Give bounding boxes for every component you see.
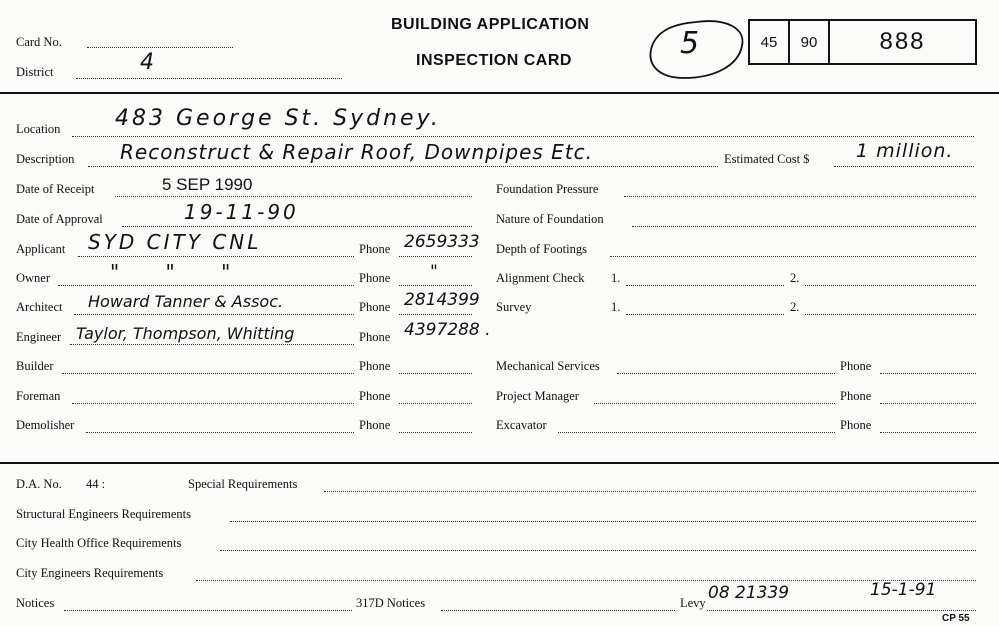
description-line bbox=[88, 166, 718, 167]
demolisher-phone-line bbox=[399, 432, 472, 433]
applicant-phone-value: 2659333 bbox=[404, 232, 480, 252]
mechanical-services-label: Mechanical Services bbox=[496, 359, 600, 373]
owner-line bbox=[58, 285, 354, 286]
alignment-check-2-line bbox=[805, 285, 976, 286]
levy-line bbox=[707, 610, 976, 611]
project-manager-label: Project Manager bbox=[496, 389, 579, 403]
levy-date: 15-1-91 bbox=[870, 580, 937, 600]
depth-footings-line bbox=[610, 256, 976, 257]
district-line bbox=[76, 78, 342, 79]
special-requirements-line bbox=[324, 491, 976, 492]
demolisher-phone-label: Phone bbox=[359, 418, 391, 432]
excavator-label: Excavator bbox=[496, 418, 547, 432]
excavator-phone-line bbox=[880, 432, 976, 433]
estimated-cost-value: 1 million. bbox=[856, 140, 954, 162]
owner-label: Owner bbox=[16, 271, 51, 285]
excavator-line bbox=[558, 432, 835, 433]
card-title-line2: INSPECTION CARD bbox=[416, 52, 572, 69]
foreman-line bbox=[72, 403, 354, 404]
date-approval-line bbox=[122, 226, 472, 227]
ref-box-1-value: 45 bbox=[760, 33, 778, 51]
foundation-pressure-label: Foundation Pressure bbox=[496, 182, 599, 196]
engineer-label: Engineer bbox=[16, 330, 62, 344]
architect-phone-label: Phone bbox=[359, 300, 391, 314]
317d-notices-label: 317D Notices bbox=[356, 596, 426, 610]
foreman-label: Foreman bbox=[16, 389, 61, 403]
da-no-label: D.A. No. bbox=[16, 477, 62, 491]
alignment-check-label: Alignment Check bbox=[496, 271, 585, 285]
ref-box-3-value: 888 bbox=[879, 28, 926, 55]
date-receipt-line bbox=[115, 196, 472, 197]
levy-label: Levy bbox=[680, 596, 706, 610]
demolisher-line bbox=[86, 432, 354, 433]
architect-phone-value: 2814399 bbox=[404, 290, 480, 310]
card-no-label: Card No. bbox=[16, 35, 62, 49]
estimated-cost-label: Estimated Cost $ bbox=[724, 152, 810, 166]
project-manager-line bbox=[594, 403, 835, 404]
ref-box-3 bbox=[828, 19, 977, 65]
header-divider bbox=[0, 92, 999, 94]
card-no-line bbox=[87, 47, 233, 48]
owner-phone-label: Phone bbox=[359, 271, 391, 285]
survey-1-label: 1. bbox=[611, 300, 621, 314]
nature-foundation-label: Nature of Foundation bbox=[496, 212, 604, 226]
project-manager-phone-label: Phone bbox=[840, 389, 872, 403]
notices-line bbox=[64, 610, 352, 611]
levy-value: 08 21339 bbox=[708, 583, 790, 603]
excavator-phone-label: Phone bbox=[840, 418, 872, 432]
architect-label: Architect bbox=[16, 300, 63, 314]
date-approval-value: 19-11-90 bbox=[184, 200, 299, 224]
circled-mark-value: 5 bbox=[680, 26, 701, 61]
depth-footings-label: Depth of Footings bbox=[496, 242, 587, 256]
builder-line bbox=[62, 373, 354, 374]
survey-2-label: 2. bbox=[790, 300, 800, 314]
mechanical-services-line bbox=[617, 373, 835, 374]
district-value: 4 bbox=[140, 50, 155, 75]
special-requirements-label: Special Requirements bbox=[188, 477, 298, 491]
date-receipt-value: 5 SEP 1990 bbox=[162, 175, 253, 194]
date-receipt-label: Date of Receipt bbox=[16, 182, 95, 196]
location-value: 483 George St. Sydney. bbox=[115, 106, 441, 131]
engineer-line bbox=[70, 344, 354, 345]
survey-label: Survey bbox=[496, 300, 532, 314]
date-approval-label: Date of Approval bbox=[16, 212, 103, 226]
bottom-divider bbox=[0, 462, 999, 464]
engineer-phone-value: 4397288 . bbox=[404, 320, 491, 340]
structural-requirements-line bbox=[230, 521, 976, 522]
description-value: Reconstruct & Repair Roof, Downpipes Etc. bbox=[120, 140, 594, 164]
alignment-check-1-line bbox=[626, 285, 784, 286]
317d-notices-line bbox=[441, 610, 675, 611]
location-line bbox=[72, 136, 974, 137]
structural-requirements-label: Structural Engineers Requirements bbox=[16, 507, 191, 521]
engineer-phone-label: Phone bbox=[359, 330, 391, 344]
foreman-phone-label: Phone bbox=[359, 389, 391, 403]
applicant-value: SYD CITY CNL bbox=[88, 230, 262, 254]
location-label: Location bbox=[16, 122, 61, 136]
description-label: Description bbox=[16, 152, 75, 166]
applicant-phone-label: Phone bbox=[359, 242, 391, 256]
applicant-label: Applicant bbox=[16, 242, 66, 256]
architect-value: Howard Tanner & Assoc. bbox=[88, 292, 284, 311]
project-manager-phone-line bbox=[880, 403, 976, 404]
alignment-check-2-label: 2. bbox=[790, 271, 800, 285]
city-engineers-requirements-label: City Engineers Requirements bbox=[16, 566, 164, 580]
alignment-check-1-label: 1. bbox=[611, 271, 621, 285]
builder-phone-label: Phone bbox=[359, 359, 391, 373]
health-requirements-label: City Health Office Requirements bbox=[16, 536, 182, 550]
da-no-value: 44 : bbox=[86, 477, 106, 491]
demolisher-label: Demolisher bbox=[16, 418, 75, 432]
mechanical-phone-line bbox=[880, 373, 976, 374]
notices-label: Notices bbox=[16, 596, 55, 610]
survey-2-line bbox=[805, 314, 976, 315]
health-requirements-line bbox=[220, 550, 976, 551]
owner-phone-line bbox=[399, 285, 472, 286]
mechanical-phone-label: Phone bbox=[840, 359, 872, 373]
builder-label: Builder bbox=[16, 359, 54, 373]
owner-value: " " " bbox=[110, 260, 251, 284]
foundation-pressure-line bbox=[624, 196, 976, 197]
foreman-phone-line bbox=[399, 403, 472, 404]
applicant-phone-line bbox=[399, 256, 472, 257]
ref-box-1 bbox=[748, 19, 790, 65]
estimated-cost-line bbox=[834, 166, 974, 167]
applicant-line bbox=[78, 256, 354, 257]
builder-phone-line bbox=[399, 373, 472, 374]
nature-foundation-line bbox=[632, 226, 976, 227]
city-engineers-requirements-line bbox=[196, 580, 976, 581]
ref-box-2 bbox=[788, 19, 830, 65]
card-title-line1: BUILDING APPLICATION bbox=[391, 16, 590, 33]
engineer-value: Taylor, Thompson, Whitting bbox=[76, 324, 295, 343]
form-code: CP 55 bbox=[942, 613, 970, 624]
architect-phone-line bbox=[399, 314, 472, 315]
owner-phone-value: " bbox=[430, 262, 438, 282]
survey-1-line bbox=[626, 314, 784, 315]
ref-box-2-value: 90 bbox=[800, 33, 818, 51]
district-label: District bbox=[16, 65, 54, 79]
architect-line bbox=[74, 314, 354, 315]
